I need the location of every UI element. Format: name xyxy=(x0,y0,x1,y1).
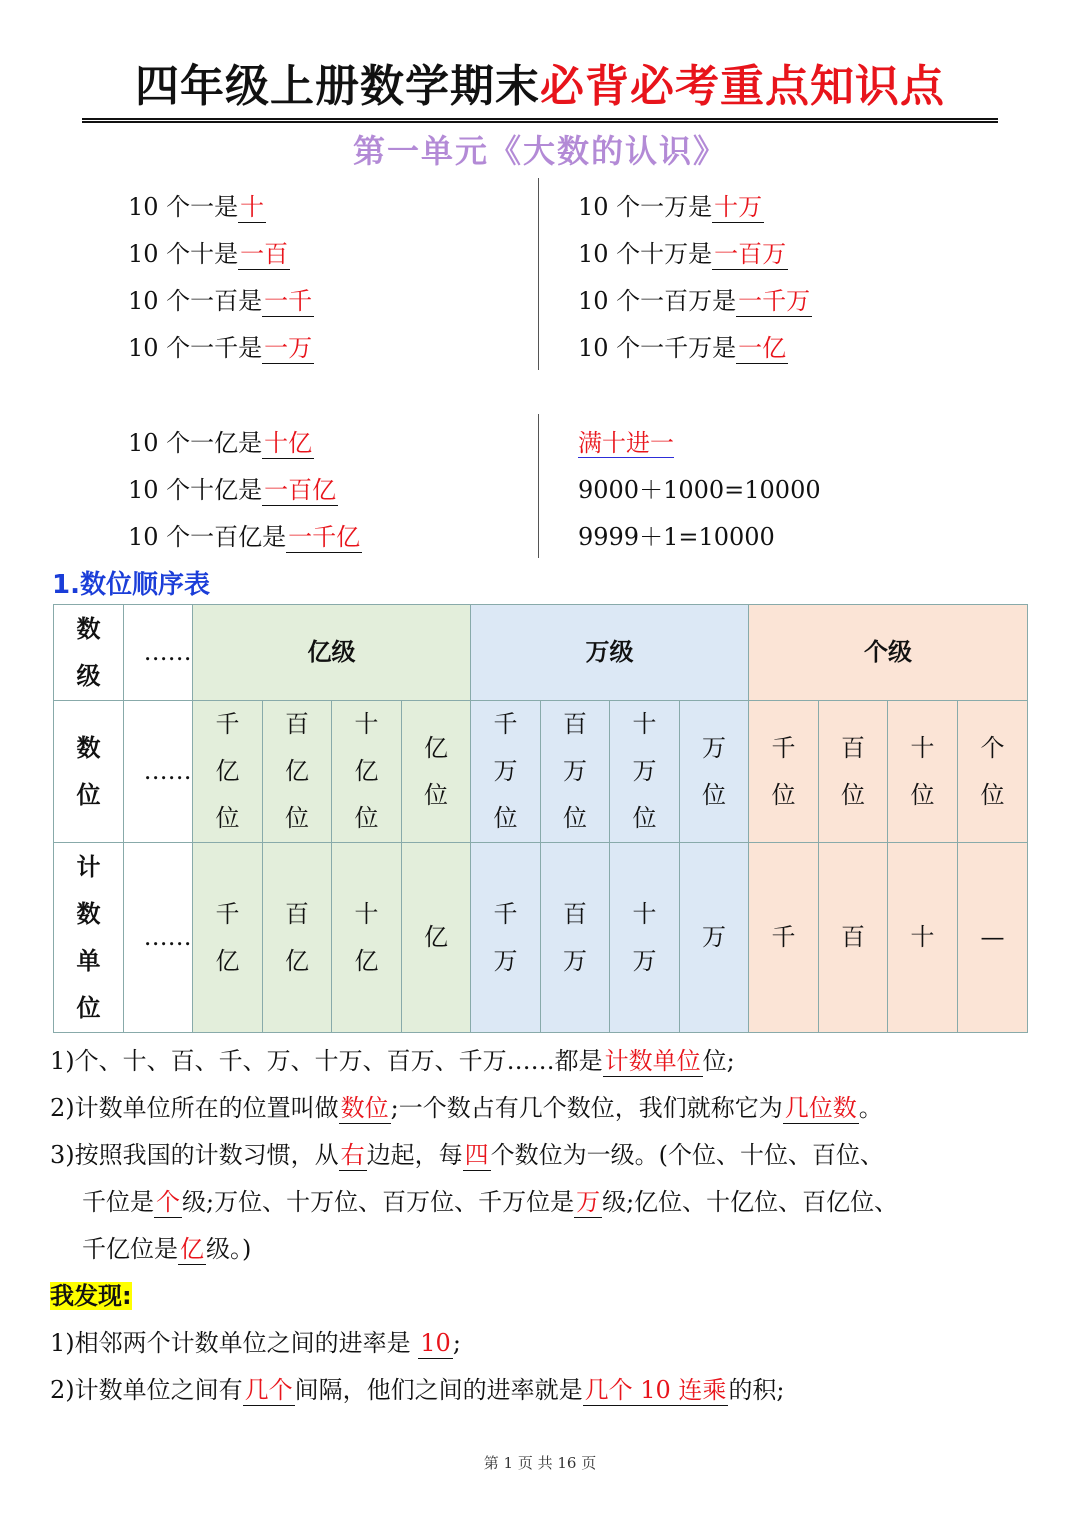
column-divider xyxy=(538,414,539,558)
fact-answer: 一万 xyxy=(264,334,313,362)
row-label-level: 数级 xyxy=(54,605,124,701)
unit-cell: 百 xyxy=(819,843,888,1033)
table-row-levels xyxy=(54,605,1028,701)
level-wan: 万级 xyxy=(471,605,749,701)
unit-cell: 万 xyxy=(680,843,749,1033)
unit-cell: 十万 xyxy=(610,843,680,1033)
note-1: 1)个、十、百、千、万、十万、百万、千万……都是计数单位位; xyxy=(50,1047,735,1075)
carry-equation: 9999＋1=10000 xyxy=(578,523,775,551)
section-heading: 1.数位顺序表 xyxy=(52,570,210,600)
unit-cell: 百万 xyxy=(541,843,610,1033)
place-cell: 千亿位 xyxy=(193,701,263,843)
fact-answer: 一千 xyxy=(264,287,313,315)
unit-cell: — xyxy=(958,843,1028,1033)
place-cell: 十亿位 xyxy=(332,701,402,843)
ellipsis-cell: …… xyxy=(124,843,193,1033)
fact-row: 10 个一万是十万 xyxy=(578,193,763,221)
facts-right-top xyxy=(578,184,812,372)
title-red: 必背必考重点知识点 xyxy=(540,61,945,112)
discover-1: 1)相邻两个计数单位之间的进率是 10; xyxy=(50,1329,461,1357)
unit-cell: 千万 xyxy=(471,843,541,1033)
fact-row: 10 个十万是一百万 xyxy=(578,240,787,268)
facts-left-top xyxy=(128,184,314,372)
fact-row: 10 个一千是一万 xyxy=(128,334,313,362)
fact-answer: 一千万 xyxy=(738,287,811,315)
ellipsis-cell: …… xyxy=(124,701,193,843)
fact-answer: 一百万 xyxy=(714,240,787,268)
fact-row: 10 个十亿是一百亿 xyxy=(128,476,337,504)
page-title xyxy=(82,56,998,123)
fact-answer: 一亿 xyxy=(738,334,787,362)
fact-row: 10 个一百万是一千万 xyxy=(578,287,811,315)
level-yi: 亿级 xyxy=(193,605,471,701)
place-cell: 百亿位 xyxy=(263,701,332,843)
fact-row: 10 个一千万是一亿 xyxy=(578,334,787,362)
fact-row: 10 个一亿是十亿 xyxy=(128,429,313,457)
unit-subtitle: 第一单元《大数的认识》 xyxy=(352,132,727,170)
fact-answer: 十万 xyxy=(714,193,763,221)
column-divider xyxy=(538,178,539,370)
discover-label: 我发现: xyxy=(50,1282,132,1310)
row-label-place: 数位 xyxy=(54,701,124,843)
place-cell: 万位 xyxy=(680,701,749,843)
note-3-end: 千亿位是亿级。) xyxy=(82,1235,252,1263)
unit-cell: 十亿 xyxy=(332,843,402,1033)
fact-row: 10 个一百亿是一千亿 xyxy=(128,523,361,551)
table-row-places xyxy=(54,701,1028,843)
fact-row: 10 个十是一百 xyxy=(128,240,289,268)
table-row-units xyxy=(54,843,1028,1033)
carry-rule-block xyxy=(578,420,821,561)
place-cell: 十位 xyxy=(888,701,958,843)
facts-left-bottom xyxy=(128,420,362,561)
place-cell: 亿位 xyxy=(402,701,471,843)
fact-answer: 一百亿 xyxy=(264,476,337,504)
carry-rule: 满十进一 xyxy=(578,429,674,457)
fact-answer: 十亿 xyxy=(264,429,313,457)
title-black: 四年级上册数学期末 xyxy=(135,61,540,112)
row-label-unit: 计数单位 xyxy=(54,843,124,1033)
unit-cell: 百亿 xyxy=(263,843,332,1033)
place-value-table xyxy=(53,604,1028,1033)
carry-equation: 9000＋1000=10000 xyxy=(578,476,821,504)
unit-cell: 十 xyxy=(888,843,958,1033)
notes-block xyxy=(50,1038,1050,1414)
unit-cell: 亿 xyxy=(402,843,471,1033)
page-footer: 第 1 页 共 16 页 xyxy=(483,1454,597,1472)
fact-row: 10 个一是十 xyxy=(128,193,265,221)
place-cell: 百位 xyxy=(819,701,888,843)
unit-cell: 千亿 xyxy=(193,843,263,1033)
level-ge: 个级 xyxy=(749,605,1028,701)
place-cell: 千位 xyxy=(749,701,819,843)
ellipsis-cell: …… xyxy=(124,605,193,701)
note-3: 3)按照我国的计数习惯，从右边起，每四个数位为一级。(个位、十位、百位、 xyxy=(50,1141,885,1169)
place-cell: 十万位 xyxy=(610,701,680,843)
fact-answer: 十 xyxy=(240,193,265,221)
place-cell: 百万位 xyxy=(541,701,610,843)
place-cell: 个位 xyxy=(958,701,1028,843)
fact-answer: 一千亿 xyxy=(288,523,361,551)
note-3-cont: 千位是个级;万位、十万位、百万位、千万位是万级;亿位、十亿位、百亿位、 xyxy=(82,1188,899,1216)
fact-answer: 一百 xyxy=(240,240,289,268)
note-2: 2)计数单位所在的位置叫做数位;一个数占有几个数位，我们就称它为几位数。 xyxy=(50,1094,883,1122)
place-cell: 千万位 xyxy=(471,701,541,843)
discover-2: 2)计数单位之间有几个间隔，他们之间的进率就是几个 10 连乘的积; xyxy=(50,1376,785,1404)
unit-cell: 千 xyxy=(749,843,819,1033)
fact-row: 10 个一百是一千 xyxy=(128,287,313,315)
